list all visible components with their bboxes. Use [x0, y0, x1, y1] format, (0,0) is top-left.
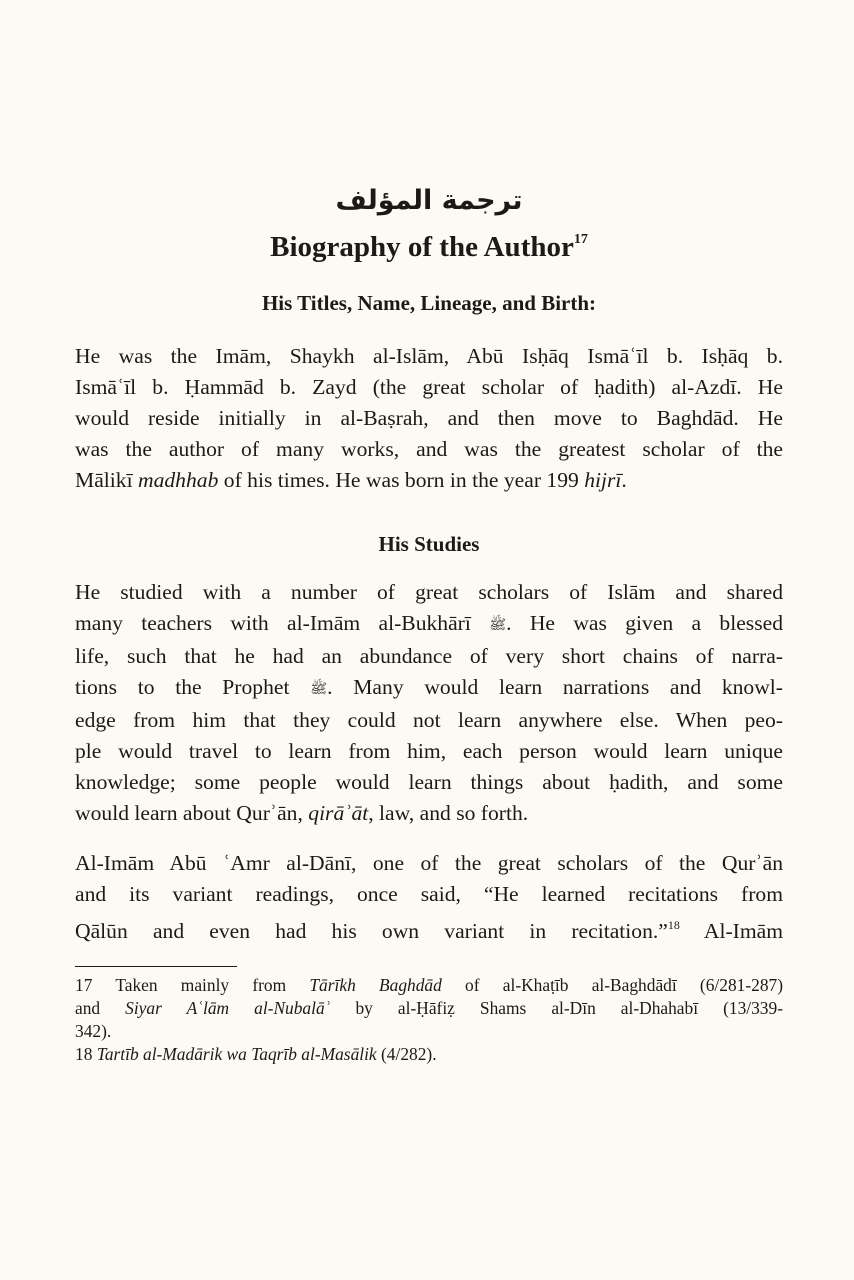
- italic-term: madhhab: [137, 468, 219, 492]
- text-line: life, such that he had an abundance of very short chains of narra-: [75, 644, 783, 668]
- text-line: Al-Imām Abū ʿAmr al-Dānī, one of the great scholars of the Qurʾān: [75, 851, 783, 875]
- text-line: tions to the Prophet ﷺ. Many would learn narrations and knowl-: [75, 675, 783, 699]
- text-line: was the author of many works, and was the greatest scholar of the: [75, 437, 783, 461]
- italic-term: qirāʾāt: [308, 801, 369, 825]
- honorific-glyph: ﷺ: [310, 681, 328, 697]
- text-line: would learn about Qurʾān, qirāʾāt, law, and so forth.: [75, 801, 529, 825]
- text-line: He studied with a number of great scholars of Islām and shared: [75, 580, 783, 604]
- paragraph-studies: [75, 577, 783, 829]
- footnote-ref-18: 18: [667, 918, 680, 932]
- section-heading-titles: His Titles, Name, Lineage, and Birth:: [261, 291, 597, 315]
- text-line: and its variant readings, once said, “He learned recitations from: [75, 882, 783, 906]
- footnote-ref-17: 17: [573, 232, 588, 247]
- text-line: Mālikī madhhab of his times. He was born in the year 199 hijrī.: [75, 468, 627, 492]
- text-line: Qālūn and even had his own variant in recitation.”$^{18}$ Al-Imām: [75, 918, 784, 943]
- text-line: many teachers with al-Imām al-Bukhārī ﷺ. He was given a blessed: [75, 611, 783, 635]
- italic-term: hijrī: [584, 468, 622, 492]
- arabic-title: ترجمة المؤلف: [335, 185, 523, 216]
- footnote-line: 18 Tartīb al-Madārik wa Taqrīb al-Masālik (4/282).: [75, 1044, 437, 1064]
- paragraph-dani-quote: [75, 848, 783, 947]
- text-line: He was the Imām, Shaykh al-Islām, Abū Isḥāq Ismāʿīl b. Isḥāq b.: [75, 344, 783, 368]
- page-title-text: Biography of the Author: [270, 231, 574, 263]
- footnote-18: [75, 1043, 783, 1066]
- honorific-glyph: ﷺ: [489, 617, 507, 633]
- text-line: edge from him that they could not learn anywhere else. When peo-: [75, 708, 783, 732]
- footnote-line: 342).: [75, 1021, 112, 1041]
- text-line: knowledge; some people would learn things about ḥadith, and some: [75, 770, 783, 794]
- book-page: [75, 0, 783, 1280]
- paragraph-lineage: [75, 341, 783, 496]
- section-heading-studies: His Studies: [378, 532, 480, 556]
- text-line: ple would travel to learn from him, each person would learn unique: [75, 739, 783, 763]
- footnote-line: 17 Taken mainly from Tārīkh Baghdād of al-Khaṭīb al-Baghdādī (6/281-287): [75, 975, 783, 995]
- text-line: would reside initially in al-Baṣrah, and then move to Baghdād. He: [75, 406, 783, 430]
- footnote-divider: [75, 966, 237, 967]
- footnote-17: [75, 974, 783, 1043]
- page-title: [75, 222, 783, 265]
- footnote-line: and Siyar Aʿlām al-Nubalāʾ by al-Ḥāfiẓ Shams al-Dīn al-Dhahabī (13/339-: [75, 998, 783, 1018]
- text-line: Ismāʿīl b. Ḥammād b. Zayd (the great scholar of ḥadith) al-Azdī. He: [75, 375, 783, 399]
